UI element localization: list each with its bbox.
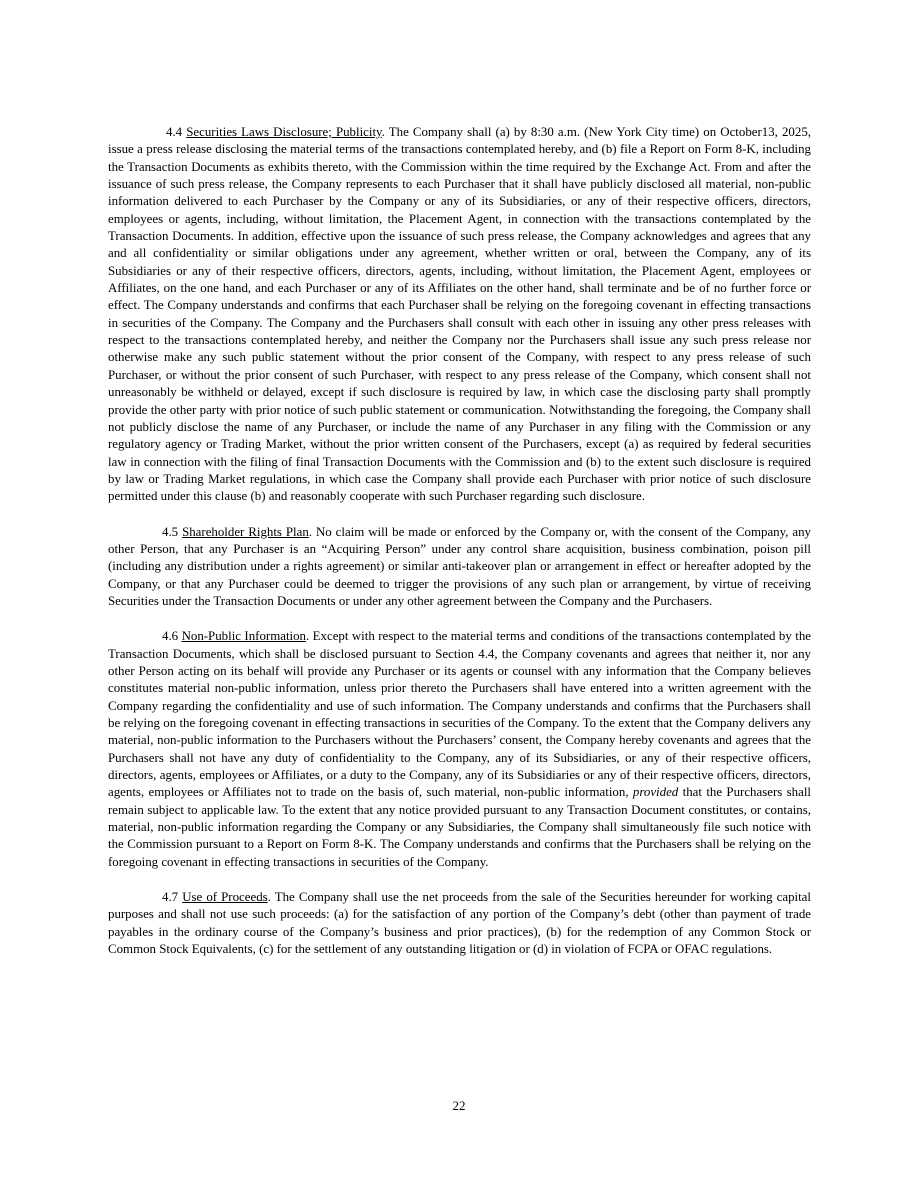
section-heading: Shareholder Rights Plan	[182, 524, 309, 539]
section-body-italic: provided	[632, 785, 679, 800]
section-heading: Non-Public Information	[181, 629, 306, 644]
section-4-6	[108, 628, 811, 871]
section-body: . No claim will be made or enforced by the Company or, with the consent of the Company, any other Person, that any Purchaser is an “Acquiring Person” under any control share acquisition, business combination, poison pill (including any distribution under a rights agreement) or similar anti-takeover plan or arrangement in effect or hereafter adopted by the Company, or that any Purchaser could be deemed to trigger the provisions of any such plan or arrangement, by virtue of receiving Securities under the Transaction Documents or under any other agreement between the Company and the Purchasers.	[108, 524, 811, 608]
section-4-4	[108, 124, 811, 506]
section-heading: Use of Proceeds	[182, 890, 268, 905]
document-page	[108, 124, 811, 976]
section-number: 4.6	[162, 629, 179, 644]
section-body: . Except with respect to the material terms and conditions of the transactions contemplated by the Transaction Documents, which shall be disclosed pursuant to Section 4.4, the Company covenants and agrees that neither it, nor any other Person acting on its behalf will provide any Purchaser or its agents or counsel with any information that the Company believes constitutes material non-public information, unless prior thereto the Purchasers shall have entered into a written agreement with the Company regarding the confidentiality and use of such information. The Company understands and confirms that the Purchasers shall be relying on the foregoing covenant in effecting transactions in securities of the Company. To the extent that the Company delivers any material, non-public information to the Purchasers without the Purchasers’ consent, the Company hereby covenants and agrees that the Purchasers shall not have any duty of confidentiality to the Company, any of its Subsidiaries, or any of their respective officers, directors, agents, employees or Affiliates, or a duty to the Company, any of its Subsidiaries or any of their respective officers, directors, agents, employees or Affiliates not to trade on the basis of, such material, non-public information,	[108, 629, 811, 800]
section-4-7	[108, 889, 811, 958]
section-body: . The Company shall (a) by 8:30 a.m. (New York City time) on October13, 2025, issue a press release disclosing the material terms of the transactions contemplated hereby, and (b) file a Report on Form 8-K, including the Transaction Documents as exhibits thereto, with the Commission within the time required by the Exchange Act. From and after the issuance of such press release, the Company represents to each Purchaser that it shall have publicly disclosed all material, non-public information delivered to each Purchaser by the Company or any of its Subsidiaries, or any of their respective officers, directors, employees or agents, including, without limitation, the Placement Agent, in connection with the transactions contemplated by the Transaction Documents. In addition, effective upon the issuance of such press release, the Company acknowledges and agrees that any and all confidentiality or similar obligations under any agreement, whether written or oral, between the Company, any of its Subsidiaries or any of their respective officers, directors, agents, including, without limitation, the Placement Agent, employees or Affiliates, on the one hand, and each Purchaser or any of its Affiliates on the other hand, shall terminate and be of no further force or effect. The Company understands and confirms that each Purchaser shall be relying on the foregoing covenant in effecting transactions in securities of the Company. The Company and the Purchasers shall consult with each other in issuing any other press releases with respect to the transactions contemplated hereby, and neither the Company nor the Purchasers shall issue any such press release nor otherwise make any such public statement without the prior consent of the Company, with respect to any press release of such Purchaser, or without the prior consent of such Purchaser, with respect to any press release of the Company, which consent shall not unreasonably be withheld or delayed, except if such disclosure is required by law, in which case the disclosing party shall promptly provide the other party with prior notice of such public statement or communication. Notwithstanding the foregoing, the Company shall not publicly disclose the name of any Purchaser, or include the name of any Purchaser in any filing with the Commission or any regulatory agency or Trading Market, without the prior written consent of the Purchasers, except (a) as required by federal securities law in connection with the filing of final Transaction Documents with the Commission and (b) to the extent such disclosure is required by law or Trading Market regulations, in which case the Company shall provide each Purchaser with prior notice of such disclosure permitted under this clause (b) and reasonably cooperate with such Purchaser regarding such disclosure.	[108, 125, 811, 504]
page-number: 22	[452, 1098, 466, 1113]
section-number: 4.7	[162, 890, 179, 905]
section-heading: Securities Laws Disclosure; Publicity	[186, 125, 382, 139]
section-number: 4.5	[162, 524, 179, 539]
section-4-5	[108, 524, 811, 611]
section-number: 4.4	[166, 125, 183, 139]
section-body-continued: that the Purchasers shall remain subject to applicable law. To the extent that any notice provided pursuant to any Transaction Document constitutes, or contains, material, non-public information regarding the Company or any Subsidiaries, the Company shall simultaneously file such notice with the Commission pursuant to a Report on Form 8-K. The Company understands and confirms that the Purchasers shall be relying on the foregoing covenant in effecting transactions in securities of the Company.	[108, 785, 811, 869]
section-body: . The Company shall use the net proceeds from the sale of the Securities hereunder for working capital purposes and shall not use such proceeds: (a) for the satisfaction of any portion of the Company’s debt (other than payment of trade payables in the ordinary course of the Company’s business and prior practices), (b) for the redemption of any Common Stock or Common Stock Equivalents, (c) for the settlement of any outstanding litigation or (d) in violation of FCPA or OFAC regulations.	[108, 890, 811, 957]
